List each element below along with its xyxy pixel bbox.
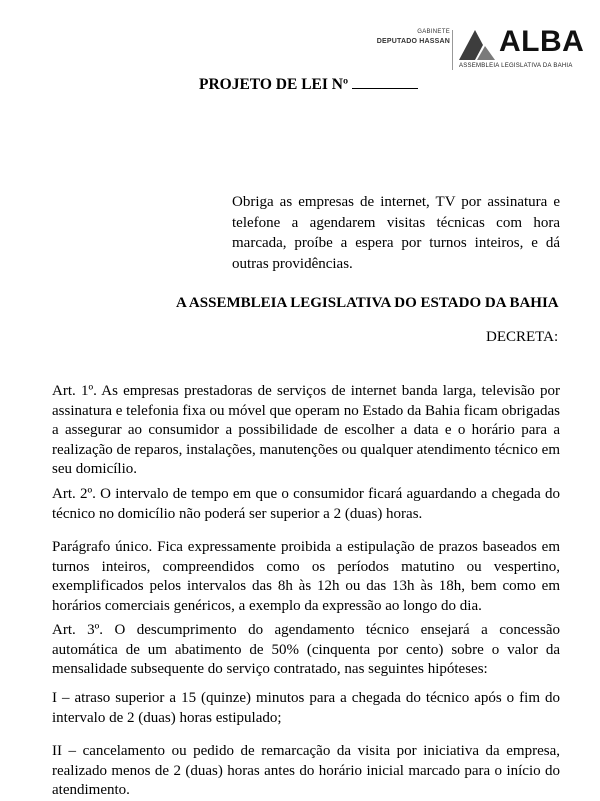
project-title [199, 75, 418, 94]
inciso-1: I – atraso superior a 15 (quinze) minutos para a chegada do técnico após o fim do intervalo de 2 (duas) horas estipulado; [52, 690, 560, 726]
inciso-2: II – cancelamento ou pedido de remarcação da visita por iniciativa da empresa, realizado menos de 2 (duas) horas antes do horário inicial marcado para o início do atendimento. [52, 743, 560, 798]
logo-word: ALBA [499, 25, 585, 58]
gabinete-label: GABINETE [417, 29, 450, 35]
gabinete-name: DEPUTADO HASSAN [376, 38, 450, 45]
decreta-heading: DECRETA: [486, 329, 559, 345]
article-2: Art. 2º. O intervalo de tempo em que o consumidor ficará aguardando a chegada do técnico no domicílio não poderá ser superior a 2 (duas) horas. [52, 486, 560, 522]
alba-triangle-logo-icon [459, 28, 497, 60]
paragrafo-unico: Parágrafo único. Fica expressamente proibida a estipulação de prazos baseados em turnos inteiros, compreendidos como os períodos matutino ou vespertino, exemplificados pelos intervalos das 8h às 12h ou das 13h às 18h, bem como em horários comerciais genéricos, a exemplo da expressão ao longo do dia. [52, 539, 560, 614]
gabinete-block [360, 28, 450, 46]
article-3: Art. 3º. O descumprimento do agendamento técnico ensejará a concessão automática de um abatimento de 50% (cinquenta por cento) sobre o valor da mensalidade subsequente do serviço contratado, nas seguintes hipóteses: [52, 622, 560, 677]
logo-subtitle: ASSEMBLEIA LEGISLATIVA DA BAHIA [459, 63, 573, 69]
ementa: Obriga as empresas de internet, TV por assinatura e telefone a agendarem visitas técnicas com hora marcada, proíbe a espera por turnos inteiros, e dá outras providências. [232, 194, 560, 272]
header-divider [452, 30, 453, 70]
project-number-blank [352, 75, 418, 89]
assembly-heading: A ASSEMBLEIA LEGISLATIVA DO ESTADO DA BAHIA [176, 295, 559, 311]
article-1: Art. 1º. As empresas prestadoras de serviços de internet banda larga, televisão por assinatura e telefonia fixa ou móvel que operam no Estado da Bahia ficam obrigadas a assegurar ao consumidor a possibilidade de escolher a data e o horário para a realização de reparos, instalações, manutenções ou qualquer atendimento técnico em seu domicílio. [52, 383, 560, 477]
project-title-text: PROJETO DE LEI Nº [199, 76, 349, 93]
